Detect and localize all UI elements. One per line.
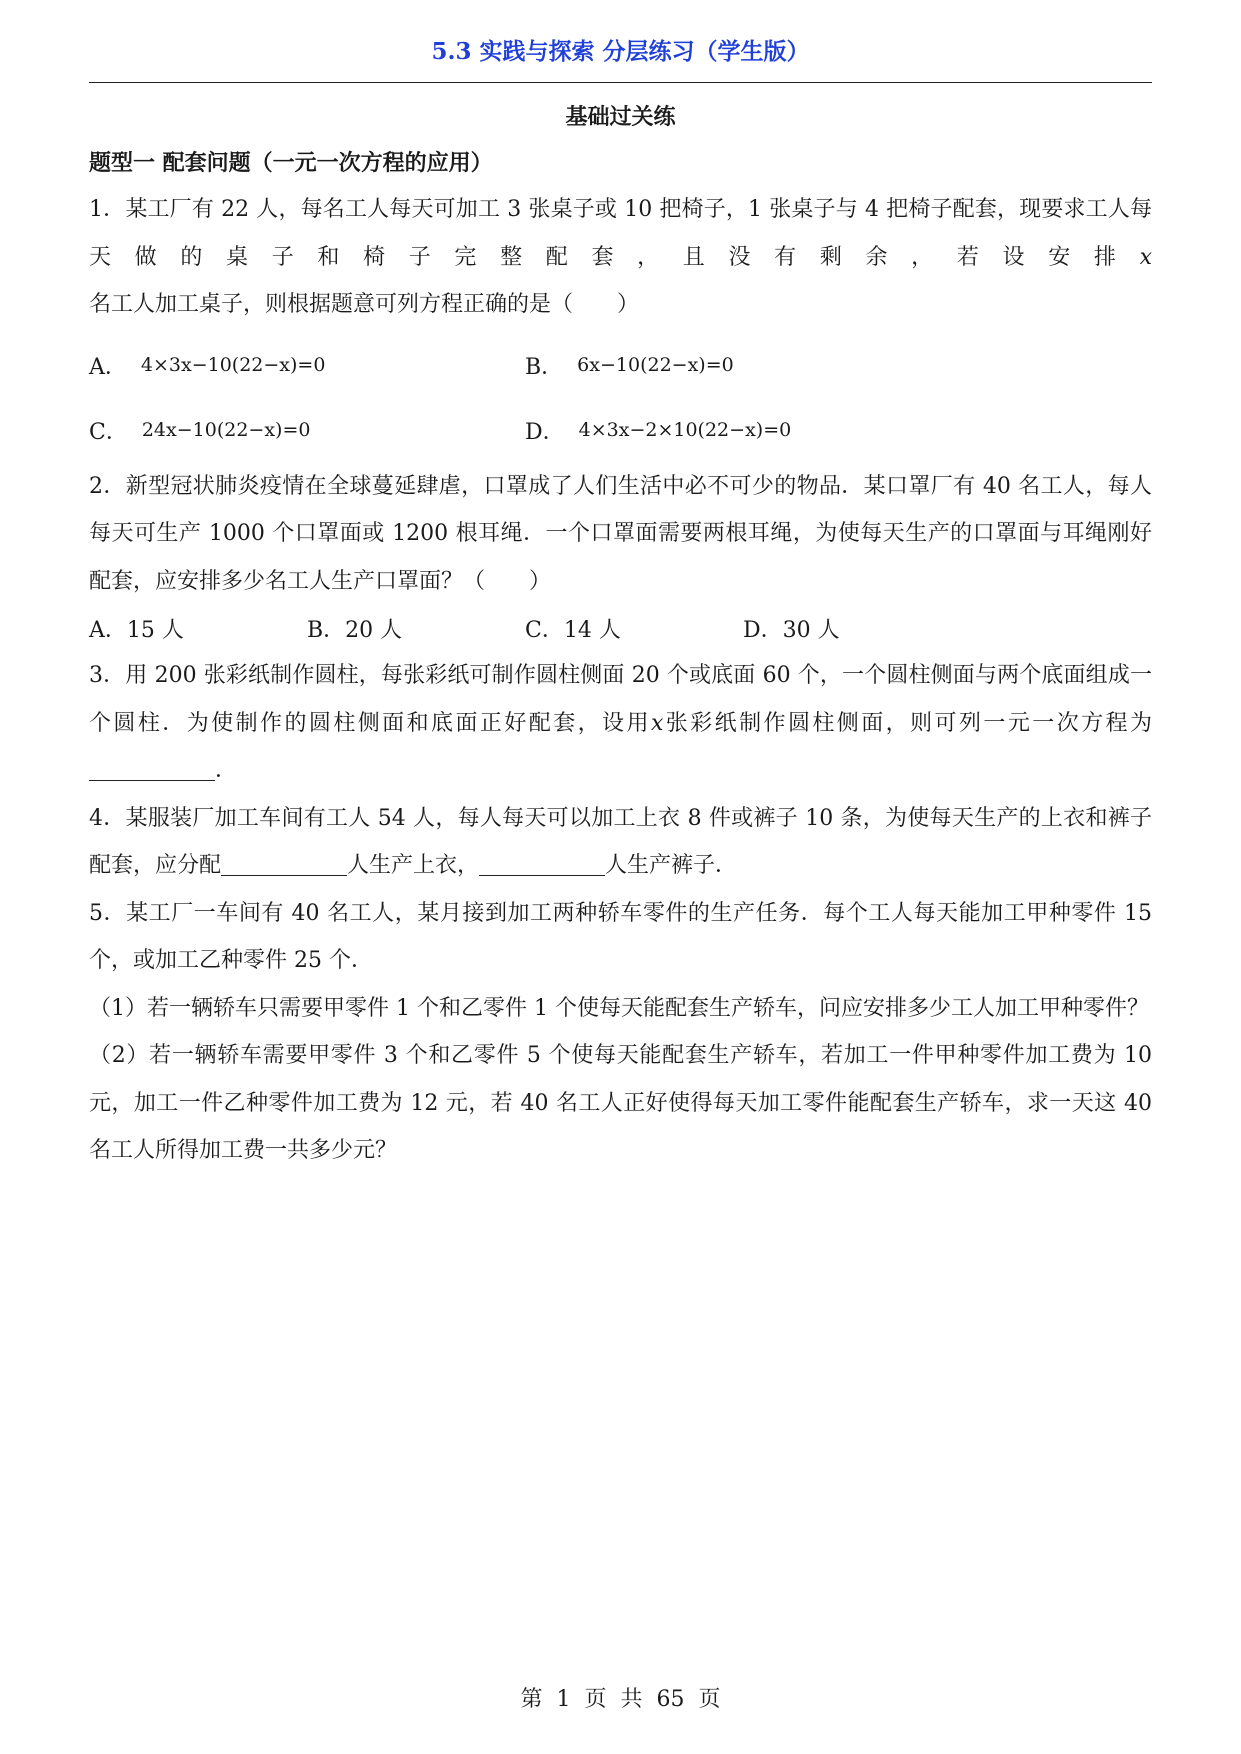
question-1-text-b: 名工人加工桌子，则根据题意可列方程正确的是（ ） [89,292,640,317]
option-text: 30 人 [782,618,840,643]
option-label: C． [89,419,128,445]
document-header-title: 5.3 实践与探索 分层练习（学生版） [431,38,810,65]
question-1-option-d [525,415,961,446]
footer-word: 第 [520,1687,543,1712]
question-3-text-end: ． [215,758,238,783]
option-label: D． [525,419,565,445]
footer-word: 共 [620,1687,643,1712]
option-label: A． [89,618,127,643]
footer-word: 页 [584,1687,607,1712]
question-5-part-1: （1）若一辆轿车只需要甲零件 1 个和乙零件 1 个使每天能配套生产轿车，问应安排多少工人加工甲种零件？ [89,995,1149,1021]
option-label: B． [307,618,346,643]
option-text: 20 人 [345,618,403,643]
question-1-option-a [89,350,525,381]
option-equation: 4×3x−2×10(22−x)=0 [578,419,792,441]
answer-blank [479,853,605,876]
option-equation: 4×3x−10(22−x)=0 [140,354,326,376]
page-footer [0,1682,1241,1713]
header-divider [89,82,1152,83]
question-1-text-a: 1．某工厂有 22 人，每名工人每天可加工 3 张桌子或 10 把椅子，1 张桌子与 4 把椅子配套，现要求工人每天做的桌子和椅子完整配套，且没有剩余，若设安排 [89,197,1152,270]
footer-word: 页 [698,1687,721,1712]
question-2-options [89,605,1152,652]
option-label: D． [743,618,783,643]
question-1-options-row-1 [89,333,1152,398]
option-label: A． [89,354,127,380]
section-title: 基础过关练 [565,104,676,130]
question-4-text-c: 人生产裤子． [605,853,738,878]
question-4-text-b: 人生产上衣， [347,853,480,878]
question-1-options-row-2 [89,398,1152,463]
question-1-variable: x [1139,244,1152,270]
current-page-number: 1 [556,1687,571,1712]
question-4-text-a: 4．某服装厂加工车间有工人 54 人，每人每天可以加工上衣 8 件或裤子 10 条，为使每天生产的上衣和裤子配套，应分配 [89,805,1152,878]
answer-blank [89,758,215,781]
question-1-option-b [525,350,961,381]
question-1 [89,186,1152,329]
question-2-option-c [525,613,743,644]
option-label: C． [525,618,564,643]
option-text: 15 人 [126,618,184,643]
question-3-text-b: 张彩纸制作圆柱侧面，则可列一元一次方程为 [663,710,1152,736]
question-type-heading: 题型一 配套问题（一元一次方程的应用） [89,150,493,176]
total-page-count: 65 [656,1687,685,1712]
option-equation: 24x−10(22−x)=0 [141,419,311,441]
question-2: 2．新型冠状肺炎疫情在全球蔓延肆虐，口罩成了人们生活中必不可少的物品．某口罩厂有 40 名工人，每人每天可生产 1000 个口罩面或 1200 根耳绳．一个口罩面需要两根耳绳，为使每天生产的口罩面与耳绳刚好配套，应安排多少名工人生产口罩面？（ ） [89,473,1152,594]
document-body [89,140,1152,1175]
option-label: B． [525,354,564,380]
question-3-variable: x [650,710,664,736]
question-5: 5．某工厂一车间有 40 名工人，某月接到加工两种轿车零件的生产任务．每个工人每天能加工甲种零件 15 个，或加工乙种零件 25 个． [89,900,1152,973]
question-1-option-c [89,415,525,446]
option-equation: 6x−10(22−x)=0 [577,354,734,376]
question-3-text-a: 3．用 200 张彩纸制作圆柱，每张彩纸可制作圆柱侧面 20 个或底面 60 个，一个圆柱侧面与两个底面组成一个圆柱．为使制作的圆柱侧面和底面正好配套，设用 [89,663,1152,736]
answer-blank [221,853,347,876]
question-3 [89,652,1152,795]
question-5-part-2: （2）若一辆轿车需要甲零件 3 个和乙零件 5 个使每天能配套生产轿车，若加工一件甲种零件加工费为 10 元，加工一件乙种零件加工费为 12 元，若 40 名工人正好使得每天加工零件能配套生产轿车，求一天这 40 名工人所得加工费一共多少元？ [89,1043,1152,1163]
question-2-option-d [743,613,961,644]
question-4 [89,795,1152,890]
question-2-option-b [307,613,525,644]
option-text: 14 人 [563,618,621,643]
question-2-option-a [89,613,307,644]
